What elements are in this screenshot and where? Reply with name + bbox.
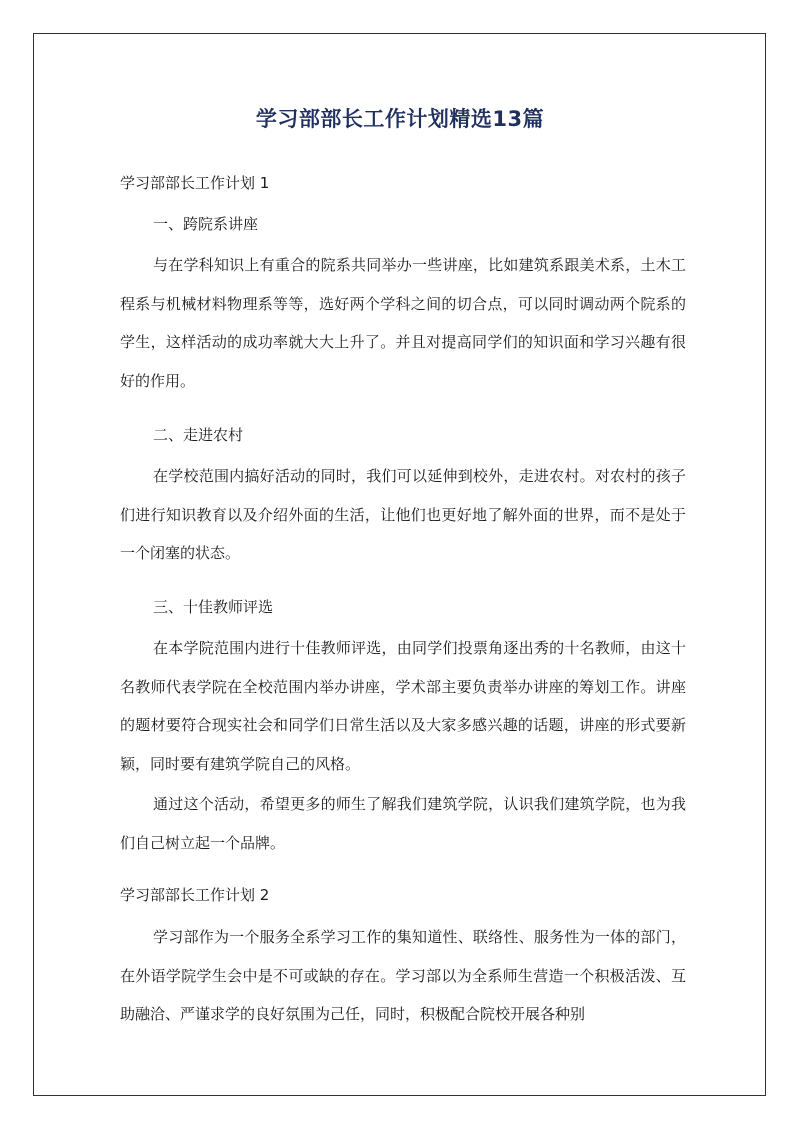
plan1-item1-heading: 一、跨院系讲座	[153, 215, 259, 233]
plan1-item2-paragraph: 在学校范围内搞好活动的同时，我们可以延伸到校外，走进农村。对农村的孩子们进行知识教育以及介绍外面的生活，让他们也更好地了解外面的世界，而不是处于一个闭塞的状态。	[120, 467, 686, 562]
plan1-item2-heading: 二、走进农村	[153, 426, 244, 444]
plan1-item3-heading: 三、十佳教师评选	[153, 598, 274, 616]
document-title: 学习部部长工作计划精选13篇	[255, 107, 545, 131]
plan1-item3-paragraph: 在本学院范围内进行十佳教师评选，由同学们投票角逐出秀的十名教师，由这十名教师代表学院在全校范围内举办讲座，学术部主要负责举办讲座的筹划工作。讲座的题材要符合现实社会和同学们日常生活以及大家多感兴趣的话题，讲座的形式要新颖，同时要有建筑学院自己的风格。	[120, 639, 686, 773]
plan2-paragraph: 学习部作为一个服务全系学习工作的集知道性、联络性、服务性为一体的部门，在外语学院学生会中是不可或缺的存在。学习部以为全系师生营造一个积极活泼、互助融洽、严谨求学的良好氛围为己任，同时，积极配合院校开展各种别	[120, 928, 686, 1023]
plan1-item1-paragraph: 与在学科知识上有重合的院系共同举办一些讲座，比如建筑系跟美术系，土木工程系与机械材料物理系等等，选好两个学科之间的切合点，可以同时调动两个院系的学生，这样活动的成功率就大大上升了。并且对提高同学们的知识面和学习兴趣有很好的作用。	[120, 256, 686, 390]
plan1-closing-paragraph: 通过这个活动，希望更多的师生了解我们建筑学院，认识我们建筑学院，也为我们自己树立起一个品牌。	[120, 795, 686, 852]
plan2-heading: 学习部部长工作计划 2	[120, 886, 270, 904]
plan1-heading: 学习部部长工作计划 1	[120, 174, 270, 192]
